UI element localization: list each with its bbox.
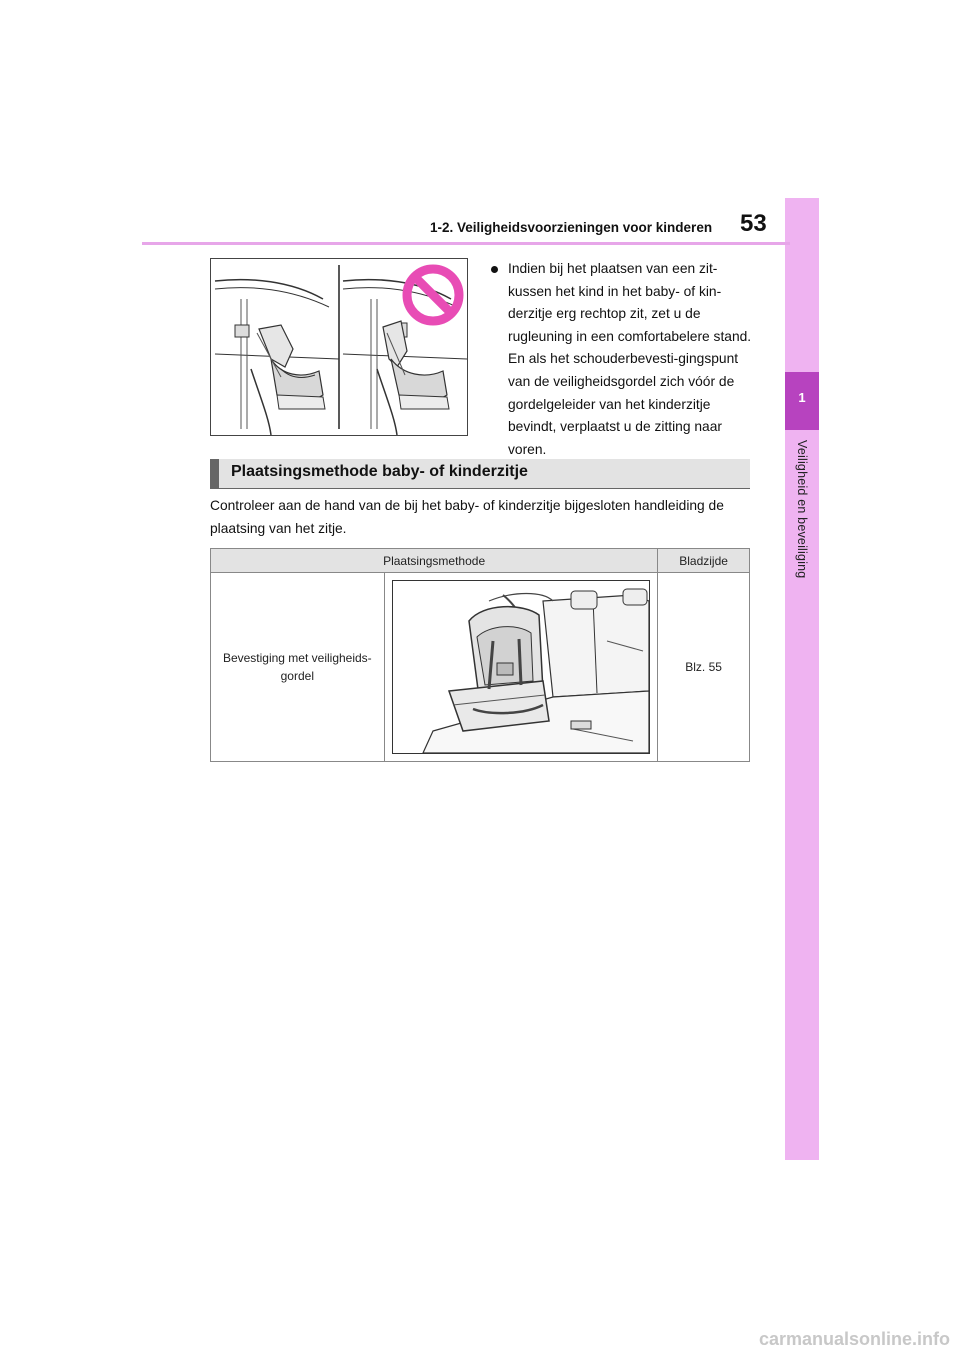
prohibition-icon [407,269,459,321]
seatbelt-child-seat-illustration [392,580,650,754]
section-header-title: 1-2. Veiligheidsvoorzieningen voor kinderen [430,220,713,235]
section-heading [210,459,750,489]
child-seat-illustration [210,258,468,436]
bullet-dot-icon [491,266,498,273]
table-row [211,573,750,762]
header-rule [142,242,790,245]
bullet-item [491,258,753,461]
table-cell-figure [384,573,658,762]
page-number: 53 [740,210,767,237]
table-header-method: Plaatsingsmethode [211,549,658,573]
section-body-text: Controleer aan de hand van de bij het baby- of kinderzitje bijgesloten handleiding de plaatsing van het zitje. [210,498,724,536]
bullet-text: Indien bij het plaatsen van een zit-kussen het kind in het baby- of kin-derzitje erg rechtop zit, zet u de rugleuning in een comfortabelere stand. En als het schouderbevesti-gingspunt van de veiligheidsgordel zich vóór de gordelgeleider van het kinderzitje bevindt, verplaatst u de zitting naar voren. [508,261,752,457]
chapter-title: Veiligheid en beveiliging [795,440,809,579]
chapter-side-tab [785,198,819,1160]
watermark: carmanualsonline.info [758,1329,950,1349]
table-header-row [211,549,750,573]
table-cell-method [211,573,385,762]
section-heading-text: Plaatsingsmethode baby- of kinderzitje [231,463,528,480]
method-text: Bevestiging met veiligheids-gordel [222,651,372,683]
installation-method-table [210,548,750,762]
table-cell-page: Blz. 55 [658,573,750,762]
chapter-number: 1 [798,390,806,405]
table-header-page: Bladzijde [658,549,750,573]
